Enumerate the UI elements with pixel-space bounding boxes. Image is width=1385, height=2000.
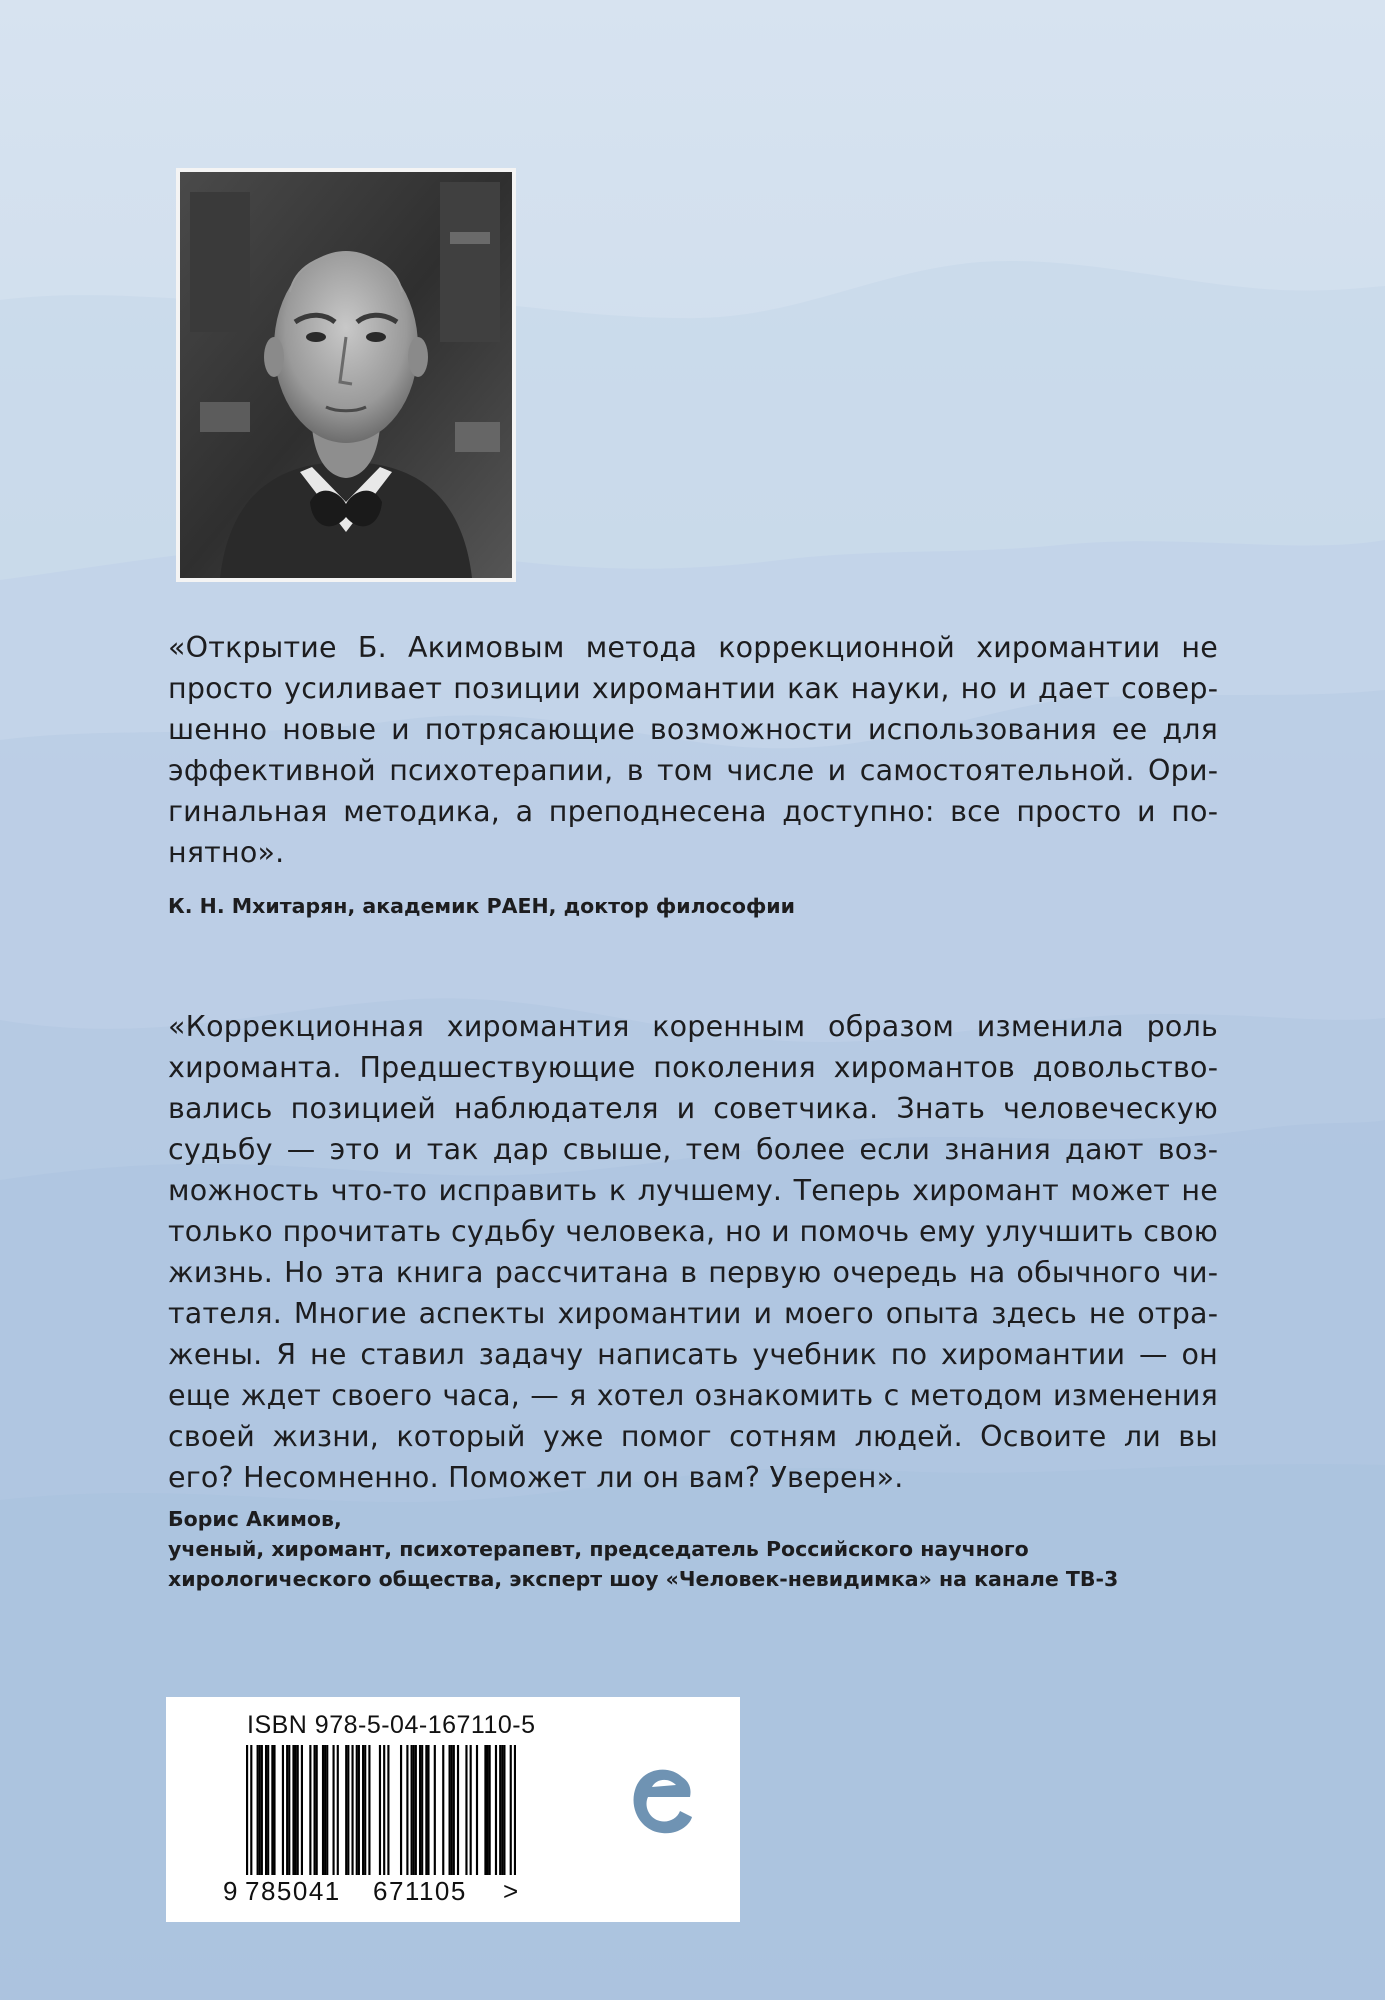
barcode-bar — [250, 1745, 252, 1875]
barcode-bar — [489, 1745, 491, 1875]
ean-left-digits: 785041 — [245, 1876, 341, 1906]
ean-arrow: > — [503, 1876, 519, 1906]
barcode-bar — [457, 1745, 459, 1875]
isbn-label: ISBN 978-5-04-167110-5 — [247, 1711, 536, 1739]
barcode-bar — [337, 1745, 339, 1875]
barcode-bar — [486, 1745, 488, 1875]
barcode-bar — [425, 1745, 427, 1875]
barcode-bar — [292, 1745, 294, 1875]
barcode-bar — [451, 1745, 453, 1875]
barcode-bar — [282, 1745, 284, 1875]
barcode-bar — [259, 1745, 261, 1875]
barcode-bar — [271, 1745, 273, 1875]
barcode-bar — [503, 1745, 505, 1875]
barcode-bar — [301, 1745, 303, 1875]
barcode-bar — [484, 1745, 486, 1875]
author-title-line: хирологического общества, эксперт шоу «Человек-невидимка» на канале ТВ-3 — [168, 1567, 1119, 1591]
quote-author — [168, 1504, 1118, 1594]
barcode-bar — [470, 1745, 472, 1875]
barcode-bar — [345, 1745, 347, 1875]
barcode-bar — [326, 1745, 328, 1875]
barcode-bar — [364, 1745, 366, 1875]
barcode-bar — [368, 1745, 370, 1875]
barcode-bar — [332, 1745, 334, 1875]
barcode-bar — [514, 1745, 516, 1875]
barcode-bar — [295, 1745, 297, 1875]
barcode-bar — [413, 1745, 415, 1875]
barcode-bar — [449, 1745, 451, 1875]
barcode-bar — [246, 1745, 248, 1875]
barcode-bar — [265, 1745, 267, 1875]
ean-right-digits: 671105 — [373, 1876, 467, 1906]
barcode-bar — [324, 1745, 326, 1875]
barcode-bar — [356, 1745, 358, 1875]
quote-text: «Открытие Б. Акимовым метода коррекционной хиромантии не просто усиливает позиции хиромантии как науки, но и дает совершенно новые и потрясающие возможности использования ее для эффективной психотерапии, в том числе и самостоятельной. Оригинальная методика, а преподнесена доступно: все просто и понятно». — [168, 631, 1218, 869]
quote-author: К. Н. Мхитарян, академик РАЕН, доктор философии — [168, 894, 796, 918]
barcode-bar — [387, 1745, 389, 1875]
barcode-bar — [419, 1745, 421, 1875]
barcode-bar — [347, 1745, 349, 1875]
barcode-bar — [383, 1745, 385, 1875]
barcode-bar — [358, 1745, 360, 1875]
barcode-bar — [379, 1745, 381, 1875]
author-photo — [176, 168, 516, 582]
ean-first-digit: 9 — [223, 1876, 238, 1906]
eksmo-logo-icon — [622, 1759, 706, 1843]
barcode-bar — [288, 1745, 290, 1875]
quote-text: «Коррекционная хиромантия коренным образом изменила роль хироманта. Предшествующие поколения хиромантов довольствовались позицией наблюдателя и советчика. Знать человеческую судьбу — это и так дар свыше, тем более если знания дают возможность что-то исправить к лучшему. Теперь хиромант может не только прочитать судьбу человека, но и помочь ему улучшить свою жизнь. Но эта книга рассчитана в первую очередь на обычного читателя. Многие аспекты хиромантии и моего опыта здесь не отражены. Я не ставил задачу написать учебник по хиромантии — он еще ждет своего часа, — я хотел ознакомить с методом изменения своей жизни, который уже помог сотням людей. Освоите ли вы его? Несомненно. Поможет ли он вам? Уверен». — [168, 1010, 1218, 1494]
barcode-bar — [257, 1745, 259, 1875]
barcode-bar — [273, 1745, 275, 1875]
barcode-bar — [465, 1745, 467, 1875]
barcode-bar — [427, 1745, 429, 1875]
barcode-bar — [351, 1745, 353, 1875]
barcode — [246, 1745, 516, 1875]
barcode-bar — [297, 1745, 299, 1875]
barcode-bar — [510, 1745, 512, 1875]
barcode-bar — [286, 1745, 288, 1875]
barcode-bar — [322, 1745, 324, 1875]
author-title-line: ученый, хиромант, психотерапевт, председатель Российского научного — [168, 1537, 1029, 1561]
barcode-bar — [267, 1745, 269, 1875]
barcode-bar — [453, 1745, 455, 1875]
barcode-bar — [316, 1745, 318, 1875]
author-name: Борис Акимов, — [168, 1507, 342, 1531]
barcode-bar — [434, 1745, 436, 1875]
ean-digits — [223, 1876, 523, 1907]
barcode-bar — [411, 1745, 413, 1875]
barcode-bar — [495, 1745, 497, 1875]
barcode-bar — [261, 1745, 263, 1875]
barcode-bar — [499, 1745, 501, 1875]
barcode-bar — [406, 1745, 408, 1875]
barcode-bar — [309, 1745, 311, 1875]
barcode-bar — [476, 1745, 478, 1875]
barcode-bar — [442, 1745, 444, 1875]
barcode-bar — [400, 1745, 402, 1875]
barcode-bar — [501, 1745, 503, 1875]
barcode-bar — [314, 1745, 316, 1875]
barcode-bar — [421, 1745, 423, 1875]
barcode-bar — [362, 1745, 364, 1875]
barcode-bar — [415, 1745, 417, 1875]
